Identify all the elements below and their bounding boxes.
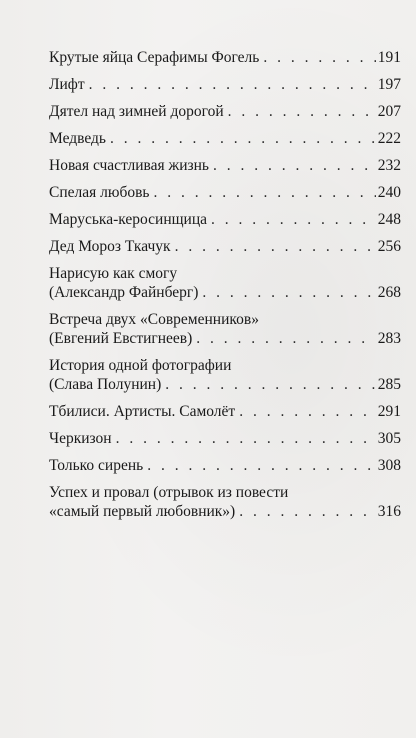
dot-leader bbox=[263, 48, 375, 67]
toc-entry-title-line: Встреча двух «Современников» bbox=[49, 311, 259, 328]
toc-entry bbox=[49, 75, 401, 94]
toc-entry-title-line: История одной фотографии bbox=[49, 357, 232, 374]
toc-entry bbox=[49, 48, 401, 67]
toc-entry-page: 256 bbox=[377, 238, 401, 255]
toc-entry-page: 207 bbox=[377, 103, 401, 120]
toc-entry-page: 232 bbox=[377, 157, 401, 174]
toc-entry-page: 308 bbox=[377, 457, 401, 474]
toc-entry bbox=[49, 102, 401, 121]
dot-leader bbox=[116, 429, 376, 448]
toc-entry-title: Дед Мороз Ткачук bbox=[49, 238, 171, 255]
dot-leader bbox=[239, 402, 376, 421]
toc-entry-title: Спелая любовь bbox=[49, 184, 150, 201]
dot-leader bbox=[110, 129, 376, 148]
dot-leader bbox=[213, 156, 376, 175]
toc-entry-title: (Слава Полунин) bbox=[49, 376, 162, 393]
toc-entry-title-line: Успех и провал (отрывок из повести bbox=[49, 484, 289, 501]
table-of-contents bbox=[49, 48, 401, 529]
dot-leader bbox=[153, 183, 375, 202]
toc-entry-page: 291 bbox=[377, 403, 401, 420]
toc-entry-page: 222 bbox=[377, 130, 401, 147]
toc-entry-title-line: Нарисую как смогу bbox=[49, 265, 178, 282]
toc-entry-title: Тбилиси. Артисты. Самолёт bbox=[49, 403, 236, 420]
toc-entry-page: 316 bbox=[377, 503, 401, 520]
toc-entry bbox=[49, 237, 401, 256]
toc-entry-page: 191 bbox=[377, 49, 401, 66]
dot-leader bbox=[89, 75, 376, 94]
toc-entry-title: Дятел над зимней дорогой bbox=[49, 103, 224, 120]
toc-entry bbox=[49, 483, 401, 521]
toc-entry-page: 248 bbox=[377, 211, 401, 228]
dot-leader bbox=[196, 329, 375, 348]
toc-entry-page: 268 bbox=[377, 284, 401, 301]
toc-entry-page: 240 bbox=[377, 184, 401, 201]
toc-entry-title: Крутые яйца Серафимы Фогель bbox=[49, 49, 260, 66]
toc-entry bbox=[49, 156, 401, 175]
dot-leader bbox=[165, 375, 375, 394]
toc-entry-title: Только сирень bbox=[49, 457, 144, 474]
dot-leader bbox=[202, 283, 375, 302]
toc-entry-title: Маруська-керосинщица bbox=[49, 211, 208, 228]
dot-leader bbox=[239, 502, 376, 521]
toc-entry-page: 197 bbox=[377, 76, 401, 93]
toc-entry bbox=[49, 402, 401, 421]
toc-entry-title: Черкизон bbox=[49, 430, 112, 447]
toc-entry bbox=[49, 456, 401, 475]
dot-leader bbox=[147, 456, 376, 475]
toc-entry bbox=[49, 429, 401, 448]
toc-entry-page: 305 bbox=[377, 430, 401, 447]
toc-entry-page: 285 bbox=[377, 376, 401, 393]
toc-entry bbox=[49, 356, 401, 394]
dot-leader bbox=[228, 102, 376, 121]
toc-entry bbox=[49, 210, 401, 229]
toc-entry-page: 283 bbox=[377, 330, 401, 347]
dot-leader bbox=[175, 237, 376, 256]
toc-entry-title: «самый первый любовник») bbox=[49, 503, 236, 520]
dot-leader bbox=[211, 210, 376, 229]
toc-entry-title: (Евгений Евстигнеев) bbox=[49, 330, 193, 347]
toc-entry-title: (Александр Файнберг) bbox=[49, 284, 199, 301]
toc-entry-title: Лифт bbox=[49, 76, 85, 93]
toc-entry bbox=[49, 310, 401, 348]
toc-entry bbox=[49, 183, 401, 202]
toc-entry-title: Медведь bbox=[49, 130, 106, 147]
toc-entry bbox=[49, 129, 401, 148]
toc-entry-title: Новая счастливая жизнь bbox=[49, 157, 209, 174]
toc-entry bbox=[49, 264, 401, 302]
